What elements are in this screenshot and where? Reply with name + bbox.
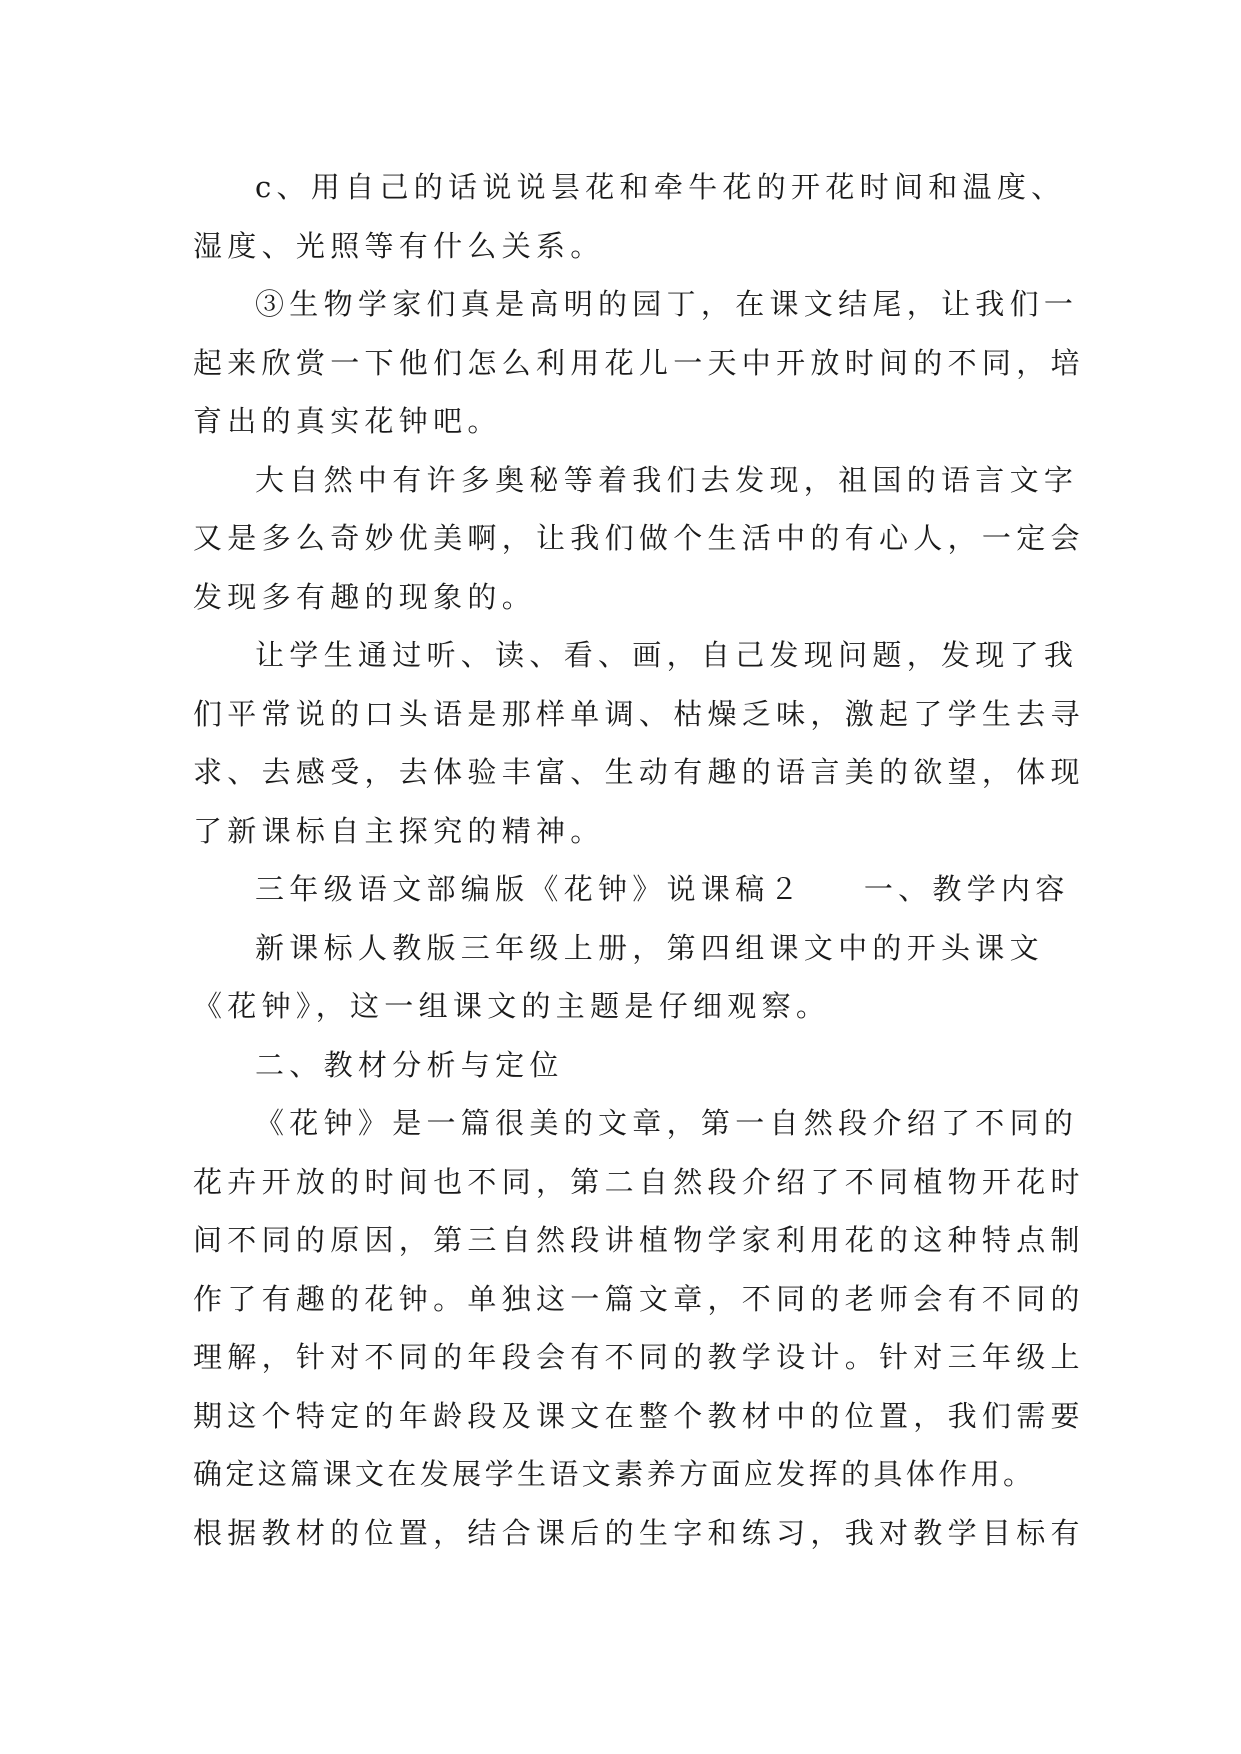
text-line: 让学生通过听、读、看、画，自己发现问题，发现了我 (255, 638, 1079, 672)
text-line: 作了有趣的花钟。单独这一篇文章，不同的老师会有不同的 (193, 1281, 1085, 1316)
article-title: 三年级语文部编版《花钟》说课稿２ (255, 872, 804, 906)
text-line: 起来欣赏一下他们怎么利用花儿一天中开放时间的不同，培 (193, 345, 1085, 380)
section-heading: 一、教学内容 (863, 872, 1070, 906)
text-line: c、用自己的话说说昙花和牵牛花的开花时间和温度、 (255, 170, 1066, 204)
text-line: ③生物学家们真是高明的园丁，在课文结尾，让我们一 (255, 287, 1079, 321)
document-body (193, 158, 1085, 1562)
text-line: 们平常说的口头语是那样单调、枯燥乏味，激起了学生去寻 (193, 696, 1085, 731)
text-line: 又是多么奇妙优美啊，让我们做个生活中的有心人，一定会 (193, 521, 1085, 555)
text-line: 根据教材的位置，结合课后的生字和练习，我对教学目标有 (193, 1515, 1085, 1550)
text-line: 期这个特定的年龄段及课文在整个教材中的位置，我们需要 (193, 1398, 1085, 1433)
text-line: 育出的真实花钟吧。 (193, 404, 502, 438)
text-line: 了新课标自主探究的精神。 (193, 813, 605, 848)
text-line: 大自然中有许多奥秘等着我们去发现，祖国的语言文字 (255, 462, 1079, 497)
text-line: 新课标人教版三年级上册，第四组课文中的开头课文 (255, 930, 1044, 965)
text-line: 理解，针对不同的年段会有不同的教学设计。针对三年级上 (193, 1340, 1085, 1374)
text-line: 湿度、光照等有什么关系。 (193, 228, 605, 263)
text-line-heading (193, 860, 1073, 919)
text-line: 间不同的原因，第三自然段讲植物学家利用花的这种特点制 (193, 1223, 1085, 1257)
section-heading: 二、教材分析与定位 (255, 1047, 564, 1082)
text-line: 求、去感受，去体验丰富、生动有趣的语言美的欲望，体现 (193, 755, 1085, 789)
text-line: 发现多有趣的现象的。 (193, 579, 537, 614)
text-line: 《花钟》，这一组课文的主题是仔细观察。 (193, 989, 831, 1023)
text-line: 确定这篇课文在发展学生语文素养方面应发挥的具体作用。 (193, 1457, 1036, 1491)
text-line: 《花钟》是一篇很美的文章，第一自然段介绍了不同的 (255, 1106, 1079, 1140)
text-line: 花卉开放的时间也不同，第二自然段介绍了不同植物开花时 (193, 1164, 1085, 1199)
